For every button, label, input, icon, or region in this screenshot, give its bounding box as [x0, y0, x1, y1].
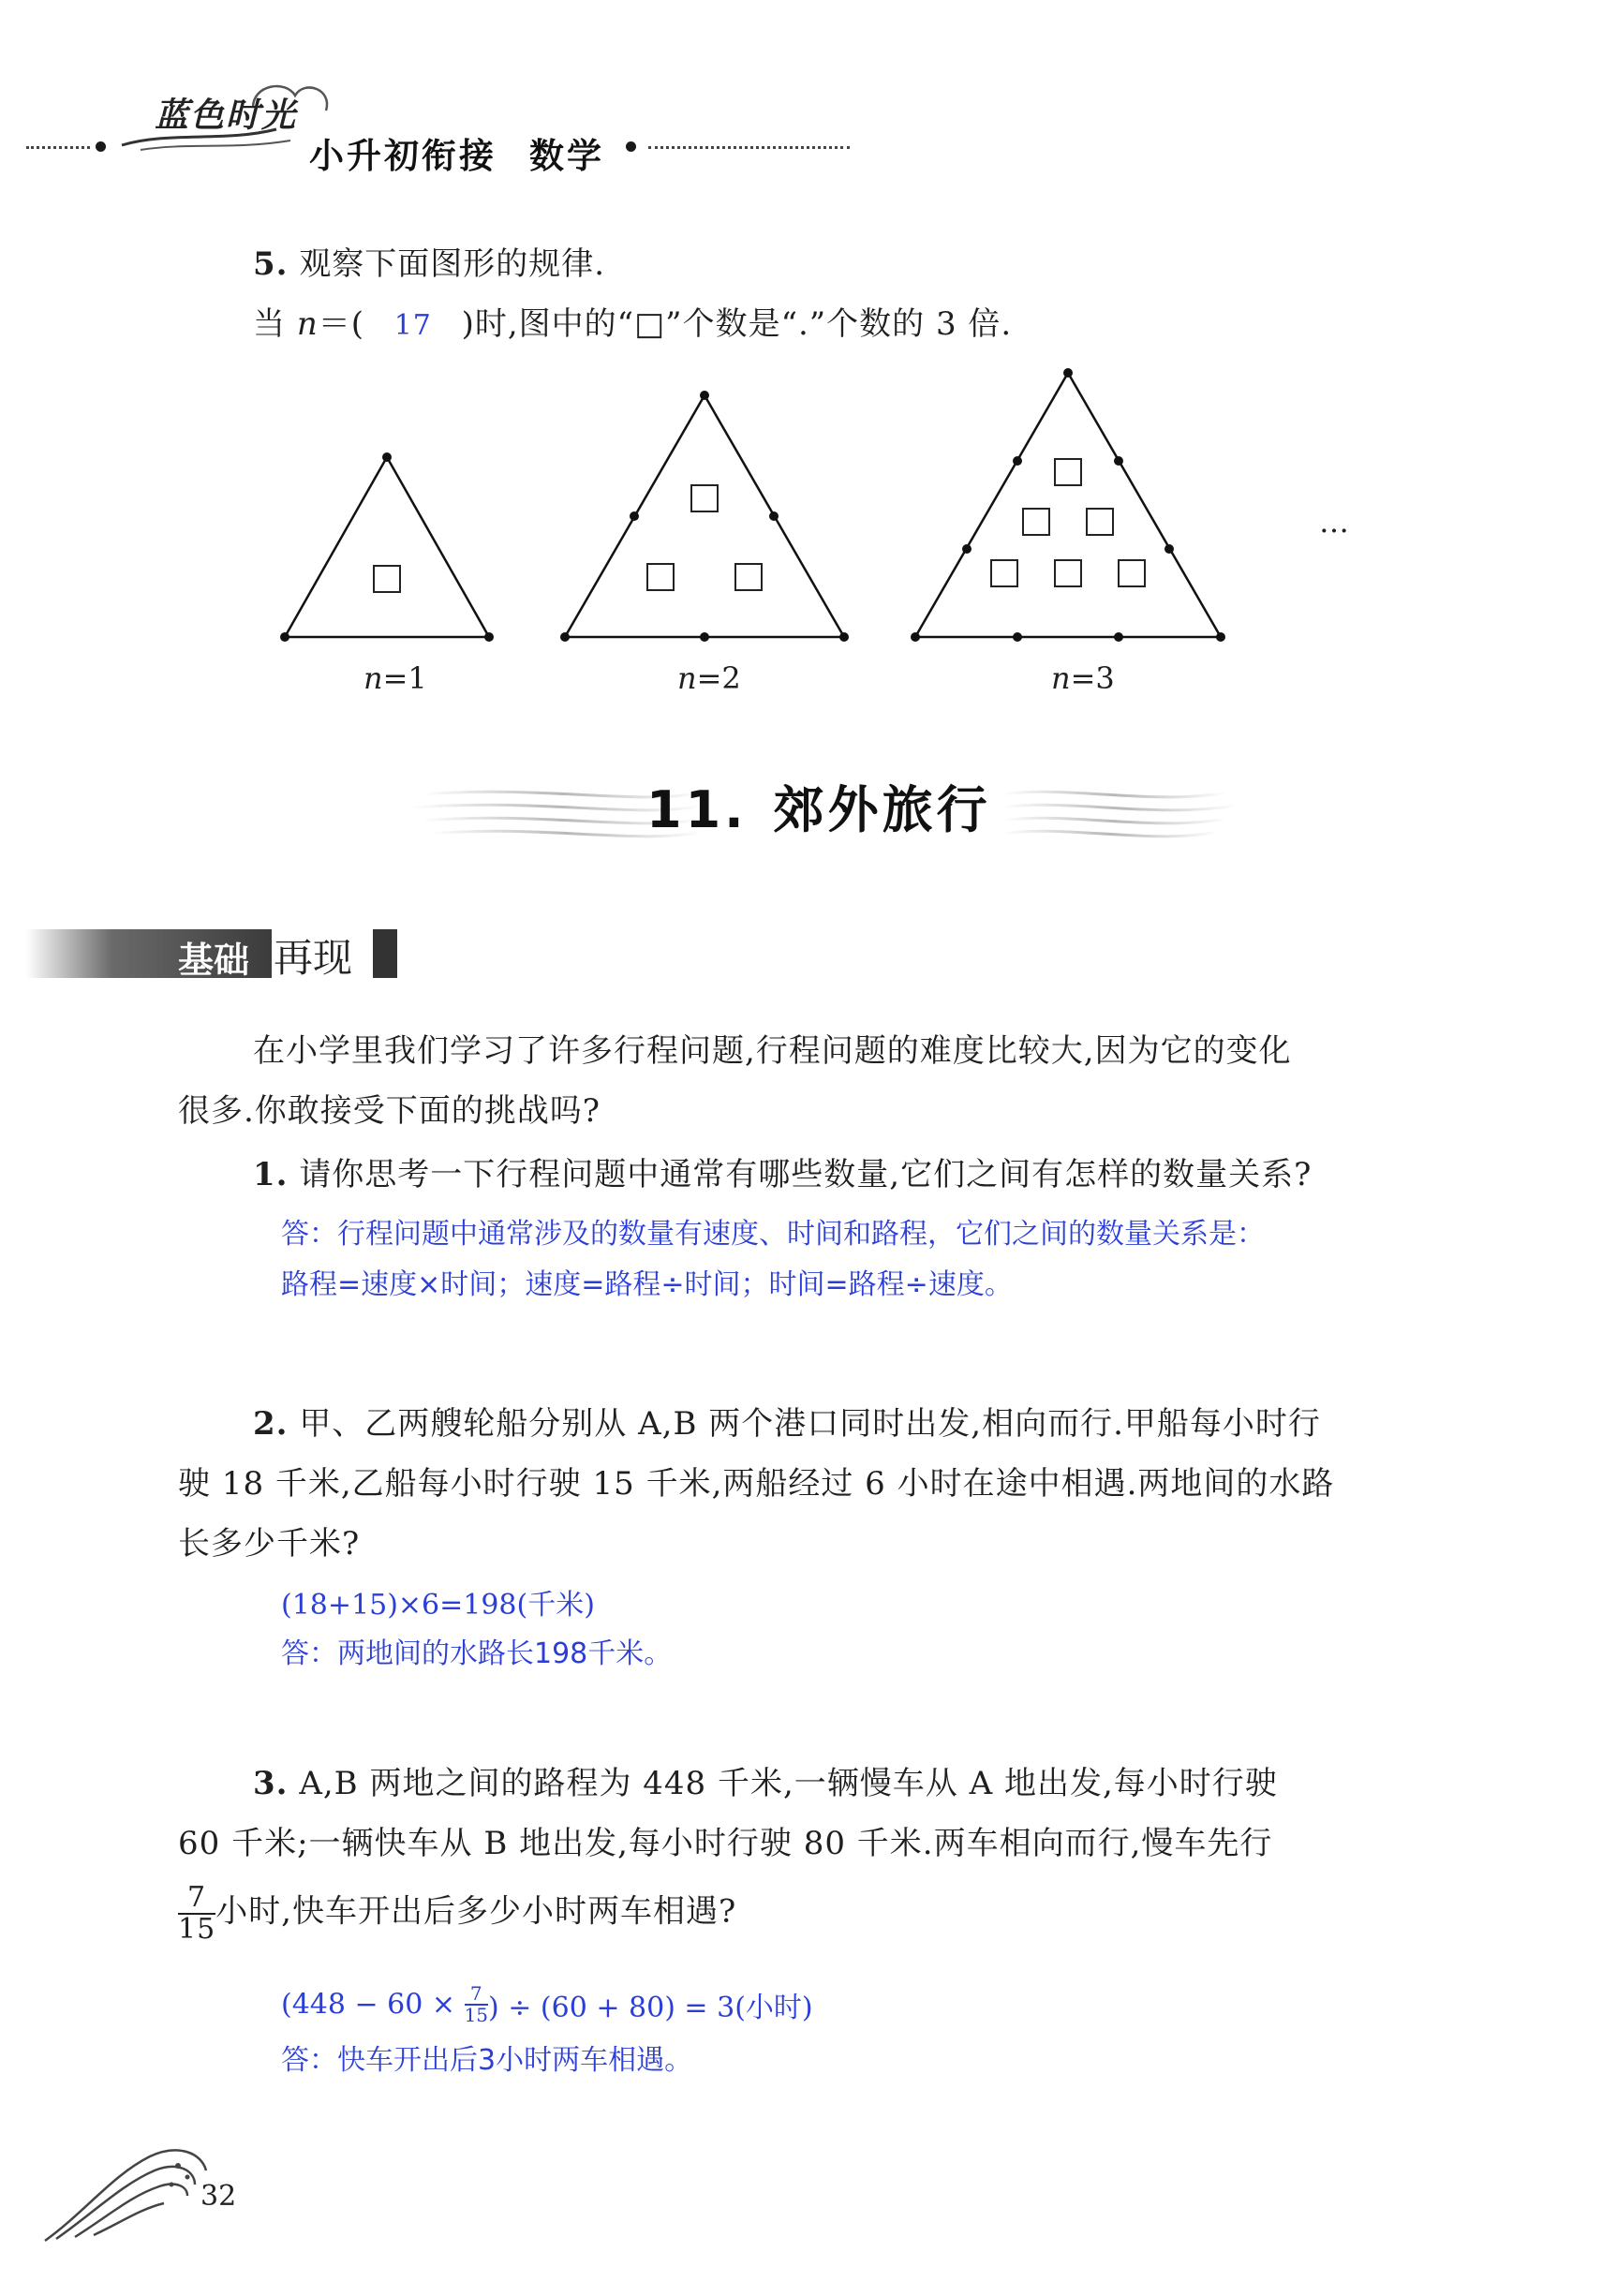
header-bullet-right: [626, 141, 636, 152]
q3-calc-frac-num: 7: [465, 1984, 488, 2006]
header-bullet-left: [96, 141, 106, 152]
problem5-number: 5.: [253, 245, 289, 283]
square: [1055, 560, 1081, 586]
dot: [1114, 632, 1123, 642]
q1-number: 1.: [253, 1156, 289, 1193]
intro-line1: 在小学里我们学习了许多行程问题,行程问题的难度比较大,因为它的变化: [253, 1032, 1292, 1070]
figure-label-n1: n=1: [363, 660, 427, 696]
q3-frac-den: 15: [178, 1912, 216, 1946]
problem5-eq: ＝(: [318, 305, 364, 343]
square: [1023, 509, 1049, 535]
q3-calc-suffix: ) ÷ (60 + 80) = 3(小时): [488, 1992, 813, 2024]
triangle-n2: [565, 395, 844, 637]
dot: [769, 511, 779, 521]
section-title: [646, 770, 991, 842]
q2-line2: 驶 18 千米,乙船每小时行驶 15 千米,两船经过 6 小时在途中相遇.两地间的水路: [178, 1465, 1335, 1503]
dot: [911, 632, 920, 642]
q3-calc-fraction: [465, 1984, 488, 2025]
square: [691, 485, 718, 511]
dot: [1063, 368, 1073, 378]
q1-answer-line2: 路程=速度×时间；速度=路程÷时间；时间=路程÷速度。: [281, 1268, 1013, 1301]
q3-calc: [281, 1984, 813, 2025]
dot: [1216, 632, 1225, 642]
square: [1055, 459, 1081, 485]
dot: [630, 511, 639, 521]
header-dotted-line-left: [26, 146, 90, 149]
q2-calc: (18+15)×6=198(千米): [281, 1589, 595, 1622]
q3-line1: [253, 1754, 1278, 1814]
logo-text: 蓝色时光: [155, 96, 298, 135]
subsection-bold: 基础: [178, 940, 250, 981]
subsection-light: 再现: [274, 935, 353, 981]
dot: [382, 452, 392, 462]
q2-text-line1: 甲、乙两艘轮船分别从 A,B 两个港口同时出发,相向而行.甲船每小时行: [299, 1405, 1321, 1443]
problem5-var-n: n: [296, 305, 319, 343]
q3-fraction: [178, 1883, 215, 1944]
q3-line2: 60 千米;一辆快车从 B 地出发,每小时行驶 80 千米.两车相向而行,慢车先行: [178, 1825, 1273, 1862]
dot: [962, 544, 972, 554]
figure-ellipsis: …: [1319, 504, 1349, 540]
dot: [560, 632, 570, 642]
figure-label-n3: n=3: [1051, 660, 1115, 696]
q3-frac-num: 7: [178, 1883, 215, 1915]
problem5-prefix: 当: [253, 305, 297, 343]
dot: [484, 632, 494, 642]
problem5-text: 观察下面图形的规律.: [299, 245, 606, 283]
q3-calc-prefix: (448 − 60 ×: [281, 1988, 465, 2022]
section-number: 11.: [646, 780, 748, 839]
triangle-n3: [915, 373, 1221, 637]
dot: [1114, 456, 1123, 466]
q2-answer: 答：两地间的水路长198千米。: [281, 1637, 673, 1670]
q1-line: [253, 1145, 1312, 1205]
q2-line3: 长多少千米?: [178, 1525, 361, 1563]
figure-label-n2: n=2: [677, 660, 741, 696]
q3-text-line1: A,B 两地之间的路程为 448 千米,一辆慢车从 A 地出发,每小时行驶: [299, 1765, 1278, 1802]
header-dotted-line-right: [648, 146, 850, 149]
wave-icon: [37, 2119, 215, 2250]
square: [374, 566, 400, 592]
dot: [839, 632, 849, 642]
square: [991, 560, 1017, 586]
q1-text: 请你思考一下行程问题中通常有哪些数量,它们之间有怎样的数量关系?: [299, 1156, 1313, 1193]
q3-number: 3.: [253, 1765, 289, 1802]
subsection-end-block: [373, 929, 397, 978]
square: [1119, 560, 1145, 586]
triangle-pattern-figure: [262, 356, 1387, 665]
triangle-n1: [285, 457, 489, 637]
section-name: 郊外旅行: [773, 780, 991, 839]
dot: [1013, 632, 1022, 642]
q3-answer: 答：快车开出后3小时两车相遇。: [281, 2044, 693, 2077]
q3-text-line3: 小时,快车开出后多少小时两车相遇?: [215, 1892, 737, 1931]
q2-number: 2.: [253, 1405, 289, 1443]
dot: [1164, 544, 1174, 554]
dot: [1013, 456, 1022, 466]
dot: [700, 632, 709, 642]
square: [1087, 509, 1113, 535]
header-subject: 数学: [529, 135, 604, 176]
square: [735, 564, 762, 590]
problem5-suffix: )时,图中的“□”个数是“.”个数的 3 倍.: [461, 305, 1013, 343]
intro-line2: 很多.你敢接受下面的挑战吗?: [178, 1092, 601, 1130]
page-number: 32: [200, 2180, 237, 2213]
problem5-line2: [253, 294, 1012, 356]
dot: [700, 391, 709, 400]
q3-line3: [178, 1883, 736, 1944]
q2-line1: [253, 1394, 1321, 1454]
header-title: 小升初衔接: [309, 135, 497, 176]
dot: [280, 632, 289, 642]
q1-answer-line1: 答：行程问题中通常涉及的数量有速度、时间和路程，它们之间的数量关系是：: [281, 1218, 1265, 1251]
problem5-line1: [253, 234, 605, 294]
q3-calc-frac-den: 15: [464, 2004, 489, 2026]
problem5-answer: 17: [393, 309, 432, 342]
square: [647, 564, 674, 590]
